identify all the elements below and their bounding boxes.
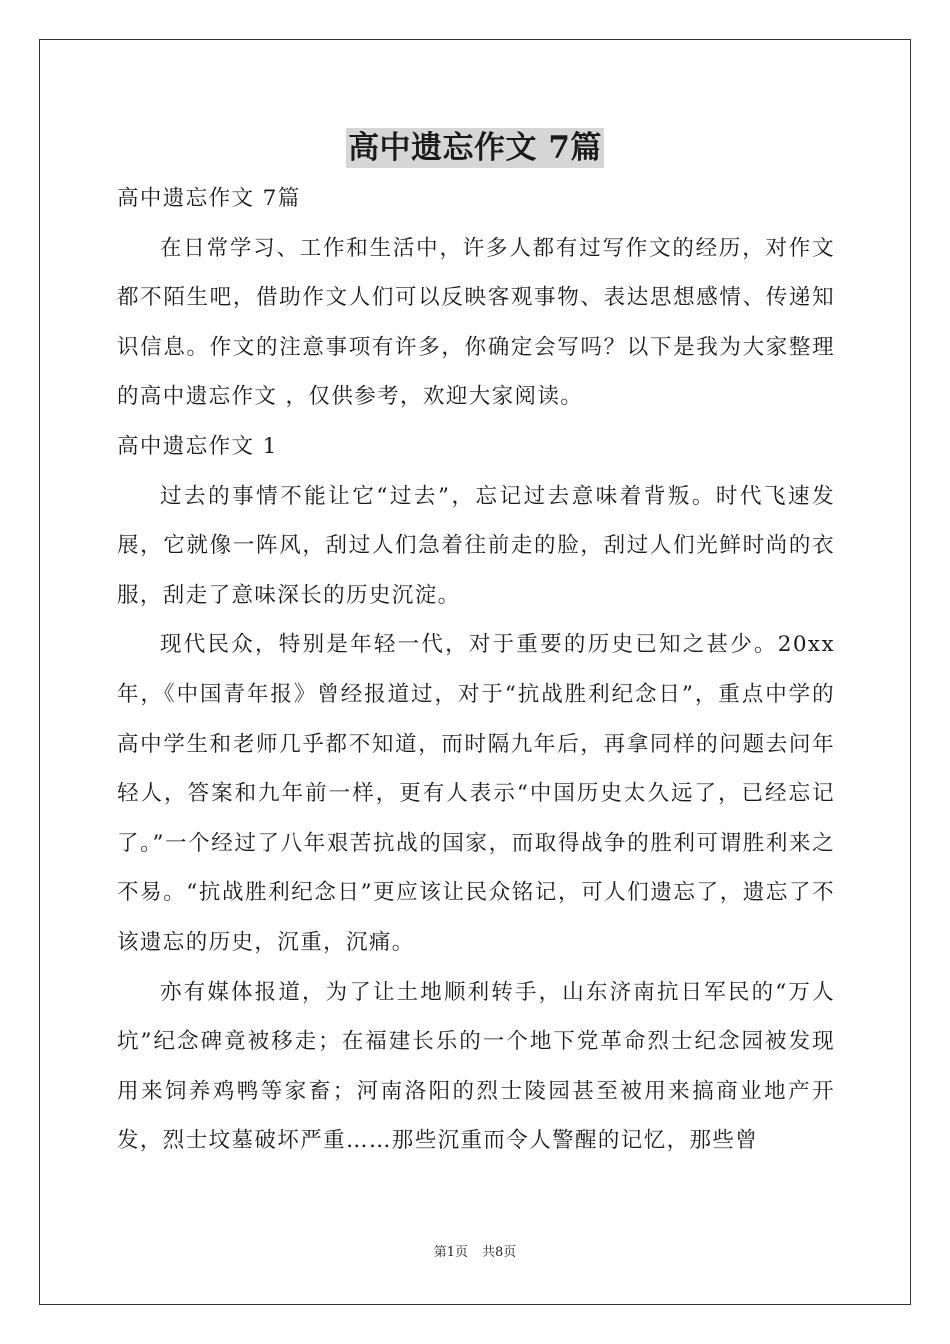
document-body <box>117 174 835 1166</box>
intro-paragraph: 在日常学习、工作和生活中，许多人都有过写作文的经历，对作文都不陌生吧，借助作文人们可以反映客观事物、表达思想感情、传递知识信息。作文的注意事项有许多，你确定会写吗？以下是我为大家整理的高中遗忘作文 ，仅供参考，欢迎大家阅读。 <box>117 235 835 410</box>
page-number: 第1页 <box>433 1245 468 1260</box>
section-heading: 高中遗忘作文 1 <box>117 433 278 459</box>
page-total: 共8页 <box>482 1245 517 1260</box>
body-paragraph: 亦有媒体报道，为了让土地顺利转手，山东济南抗日军民的“万人坑”纪念碑竟被移走；在福建长乐的一个地下党革命烈士纪念园被发现用来饲养鸡鸭等家畜；河南洛阳的烈士陵园甚至被用来搞商业地产开发，烈士坟墓破坏严重……那些沉重而令人警醒的记忆，那些曾 <box>117 979 835 1154</box>
title-block <box>0 128 950 168</box>
document-title: 高中遗忘作文 7篇 <box>348 130 602 166</box>
subtitle-line: 高中遗忘作文 7篇 <box>117 186 301 211</box>
page-footer <box>0 1244 950 1262</box>
body-paragraph: 过去的事情不能让它“过去”，忘记过去意味着背叛。时代飞速发展，它就像一阵风，刮过人们急着往前走的脸，刮过人们光鲜时尚的衣服，刮走了意味深长的历史沉淀。 <box>117 483 835 608</box>
body-paragraph: 现代民众，特别是年轻一代，对于重要的历史已知之甚少。20xx年，《中国青年报》曾经报道过，对于“抗战胜利纪念日”，重点中学的高中学生和老师几乎都不知道，而时隔九年后，再拿同样的问题去问年轻人，答案和九年前一样，更有人表示“中国历史太久远了，已经忘记了。”一个经过了八年艰苦抗战的国家，而取得战争的胜利可谓胜利来之不易。“抗战胜利纪念日”更应该让民众铭记，可人们遗忘了，遗忘了不该遗忘的历史，沉重，沉痛。 <box>117 632 835 955</box>
